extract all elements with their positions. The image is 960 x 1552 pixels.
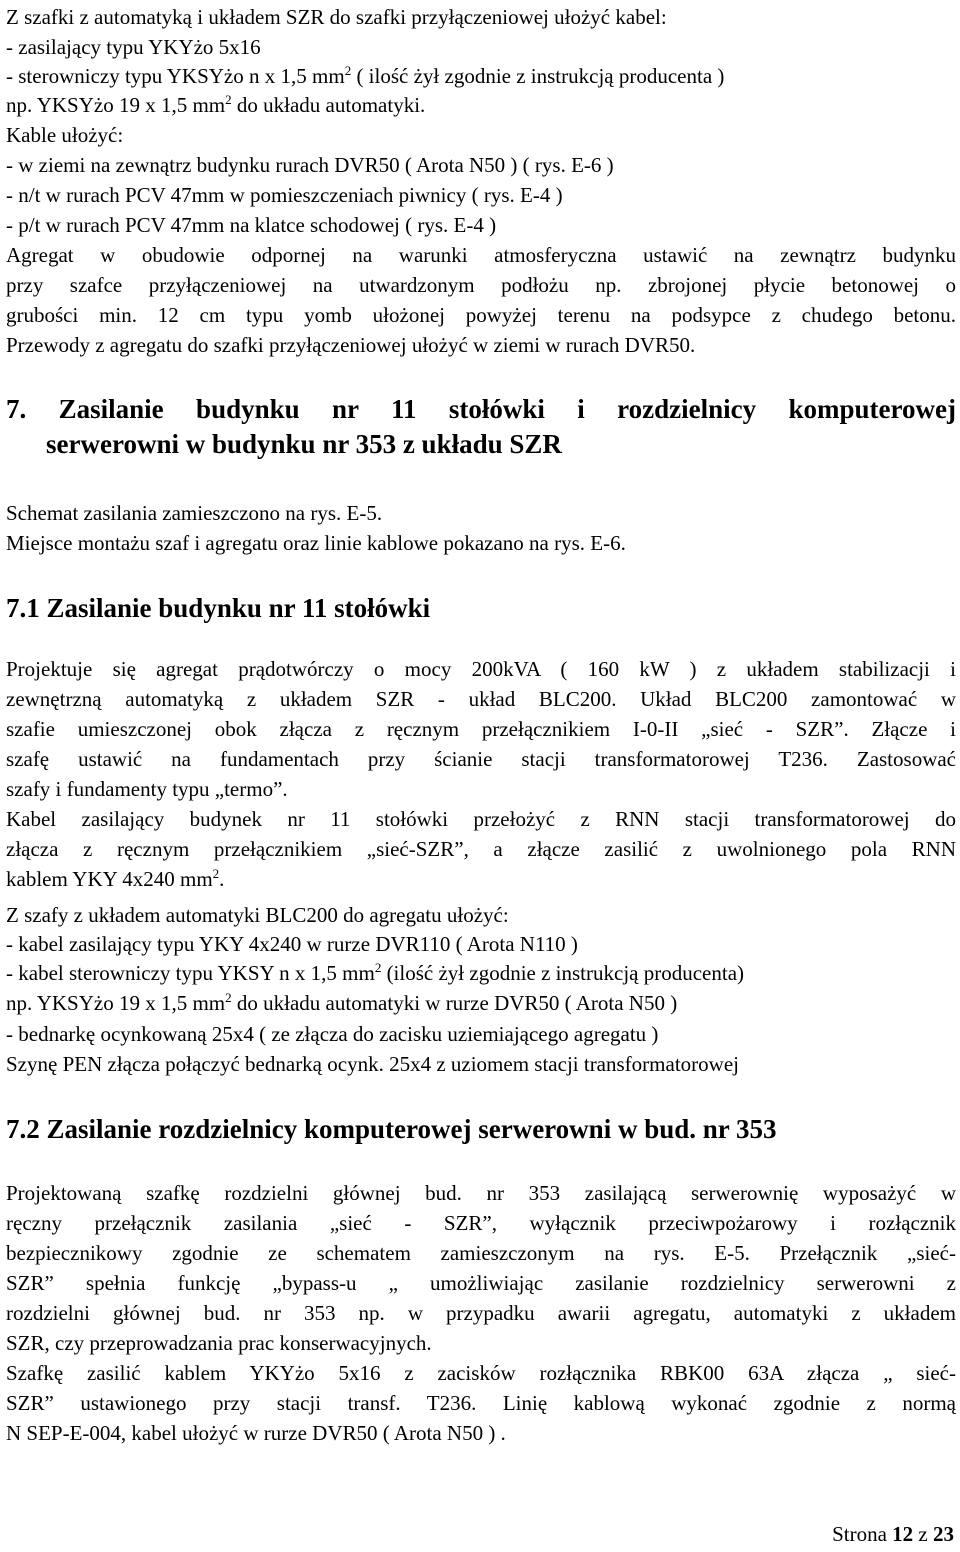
intro-line: przy szafce przyłączeniowej na utwardzonym podłożu np. zbrojonej płycie betonowej o bbox=[6, 273, 956, 297]
paragraph-line: Schemat zasilania zamieszczono na rys. E-5. bbox=[6, 501, 383, 525]
intro-line: np. YKSYżo 19 x 1,5 $mm^2$ do układu automatyki. bbox=[6, 92, 426, 117]
paragraph-line: - kabel sterowniczy typu YKSY n x 1,5 $mm^2$ (ilość żył zgodnie z instrukcją producenta) bbox=[6, 960, 745, 985]
intro-line: - zasilający typu YKYżo 5x16 bbox=[6, 35, 261, 59]
paragraph-line: SZR” ustawionego przy stacji transf. T236. Linię kablową wykonać zgodnie z normą bbox=[6, 1391, 956, 1415]
subsection-heading: 7.2 Zasilanie rozdzielnicy komputerowej serwerowni w bud. nr 353 bbox=[6, 1114, 777, 1144]
paragraph-line: szafę ustawić na fundamentach przy ścianie stacji transformatorowej T236. Zastosować bbox=[6, 747, 956, 771]
subsection-heading: 7.1 Zasilanie budynku nr 11 stołówki bbox=[6, 593, 431, 623]
paragraph-line: ręczny przełącznik zasilania „sieć - SZR”, wyłącznik przeciwpożarowy i rozłącznik bbox=[6, 1211, 956, 1235]
intro-line: grubości min. 12 cm typu yomb ułożonej powyżej terenu na podsypce z chudego betonu. bbox=[6, 303, 956, 327]
paragraph-line: szafy i fundamenty typu „termo”. bbox=[6, 777, 288, 801]
intro-line: Agregat w obudowie odpornej na warunki atmosferyczna ustawić na zewnątrz budynku bbox=[6, 243, 956, 267]
page-number: Strona 12 z 23 bbox=[832, 1522, 954, 1546]
paragraph-line: kablem YKY 4x240 $mm^2$. bbox=[6, 866, 225, 891]
paragraph-line: Projektuje się agregat prądotwórczy o mocy 200kVA ( 160 kW ) z układem stabilizacji i bbox=[6, 657, 956, 681]
paragraph-line: Szafkę zasilić kablem YKYżo 5x16 z zacisków rozłącznika RBK00 63A złącza „ sieć- bbox=[6, 1361, 956, 1385]
paragraph-line: Kabel zasilający budynek nr 11 stołówki przełożyć z RNN stacji transformatorowej do bbox=[6, 807, 956, 831]
paragraph-line: - kabel zasilający typu YKY 4x240 w rurze DVR110 ( Arota N110 ) bbox=[6, 932, 578, 956]
intro-line: - n/t w rurach PCV 47mm w pomieszczeniach piwnicy ( rys. E-4 ) bbox=[6, 183, 563, 207]
paragraph-line: Szynę PEN złącza połączyć bednarką ocynk. 25x4 z uziomem stacji transformatorowej bbox=[6, 1052, 739, 1076]
paragraph-line: rozdzielni głównej bud. nr 353 np. w przypadku awarii agregatu, automatyki z układem bbox=[6, 1301, 956, 1325]
paragraph-line: Miejsce montażu szaf i agregatu oraz linie kablowe pokazano na rys. E-6. bbox=[6, 531, 626, 555]
paragraph-line: SZR” spełnia funkcję „bypass-u „ umożliwiając zasilanie rozdzielnicy serwerowni z bbox=[6, 1271, 956, 1295]
paragraph-line: Projektowaną szafkę rozdzielni głównej bud. nr 353 zasilającą serwerownię wyposażyć w bbox=[6, 1181, 956, 1205]
paragraph-line: bezpiecznikowy zgodnie ze schematem zamieszczonym na rys. E-5. Przełącznik „sieć- bbox=[6, 1241, 956, 1265]
intro-line: Przewody z agregatu do szafki przyłączeniowej ułożyć w ziemi w rurach DVR50. bbox=[6, 333, 696, 357]
intro-line: Kable ułożyć: bbox=[6, 123, 124, 147]
paragraph-line: N SEP-E-004, kabel ułożyć w rurze DVR50 ( Arota N50 ) . bbox=[6, 1421, 506, 1445]
paragraph-line: - bednarkę ocynkowaną 25x4 ( ze złącza do zacisku uziemiającego agregatu ) bbox=[6, 1022, 659, 1046]
paragraph-line: szafie umieszczonej obok złącza z ręcznym przełącznikiem I-0-II „sieć - SZR”. Złącze i bbox=[6, 717, 956, 741]
section-heading: serwerowni w budynku nr 353 z układu SZR bbox=[46, 429, 562, 459]
intro-line: - p/t w rurach PCV 47mm na klatce schodowej ( rys. E-4 ) bbox=[6, 213, 497, 237]
paragraph-line: Z szafy z układem automatyki BLC200 do agregatu ułożyć: bbox=[6, 903, 509, 927]
paragraph-line: złącza z ręcznym przełącznikiem „sieć-SZR”, a złącze zasilić z uwolnionego pola RNN bbox=[6, 837, 956, 861]
intro-line: - w ziemi na zewnątrz budynku rurach DVR50 ( Arota N50 ) ( rys. E-6 ) bbox=[6, 153, 614, 177]
paragraph-line: zewnętrzną automatyką z układem SZR - układ BLC200. Układ BLC200 zamontować w bbox=[6, 687, 956, 711]
section-heading: 7. Zasilanie budynku nr 11 stołówki i rozdzielnicy komputerowej bbox=[6, 394, 956, 424]
intro-line: Z szafki z automatyką i układem SZR do szafki przyłączeniowej ułożyć kabel: bbox=[6, 5, 667, 29]
paragraph-line: SZR, czy przeprowadzania prac konserwacyjnych. bbox=[6, 1331, 432, 1355]
intro-line: - sterowniczy typu YKSYżo n x 1,5 $mm^2$ ( ilość żył zgodnie z instrukcją producenta ) bbox=[6, 63, 725, 88]
paragraph-line: np. YKSYżo 19 x 1,5 $mm^2$ do układu automatyki w rurze DVR50 ( Arota N50 ) bbox=[6, 990, 678, 1015]
